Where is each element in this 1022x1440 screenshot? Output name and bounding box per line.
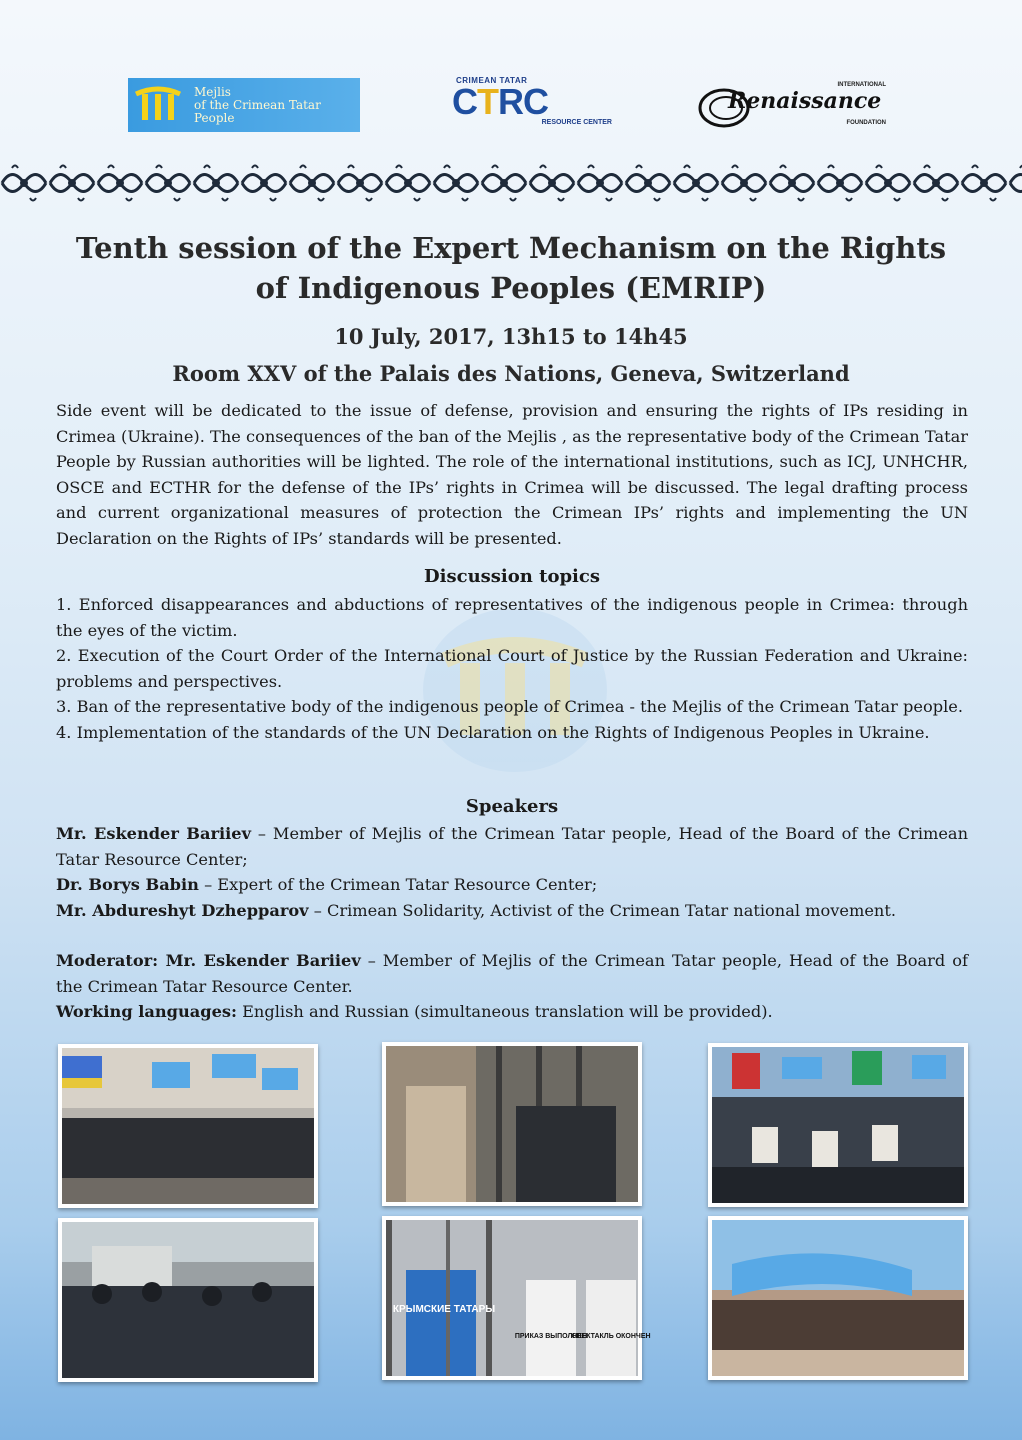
ctrc-logo-bottom: RESOURCE CENTER [541,119,612,126]
photo-flag-march [708,1216,968,1380]
event-intro: Side event will be dedicated to the issue of defense, provision and ensuring the rights of IPs residing in Crimea (Ukraine). The consequences of the ban of the Mejlis , as the representative body of the Crimean Tatar People by Russian authorities will be lighted. The role of the international institutions, such as ICJ, UNHCHR, OSCE and ECTHR for the defense of the IPs’ rights in Crimea will be discussed. The legal drafting process and current organizational measures of protection the Crimean IPs’ rights and implementing the UN Declaration on the Rights of IPs’ standards will be presented. [56,401,968,548]
sign-text: КРЫМСКИЕ ТАТАРЫ [392,1304,496,1315]
topics-heading: Discussion topics [424,566,600,587]
renaissance-logo-word: Renaissance [728,88,882,114]
ctrc-logo [452,76,616,134]
moderator-line [56,948,968,999]
renaissance-logo-top: INTERNATIONAL [837,82,886,88]
topic-item: 1. Enforced disappearances and abductions of representatives of the indigenous people in Crimea: through the eyes of the victim. [56,595,968,640]
speaker-item [56,821,968,872]
speaker-item [56,872,968,898]
moderator-role: – Member of Mejlis of the Crimean Tatar people, Head of the Board of the Crimean Tatar Resource Center. [56,951,968,996]
sign-text: ПРИКАЗ ВЫПОЛНЕН [514,1333,588,1340]
mejlis-logo [128,78,360,132]
sign-text: СПЕКТАКЛЬ ОКОНЧЕН [571,1333,651,1340]
languages-value: English and Russian (simultaneous translation will be provided). [236,1002,773,1021]
ctrc-logo-letters: CTRC [452,81,548,122]
ornament-divider [0,160,1022,206]
moderator-label: Moderator: Mr. Eskender Bariiev [56,951,361,970]
speaker-name: Mr. Eskender Bariiev [56,824,251,843]
languages-label: Working languages: [56,1002,237,1021]
speakers-heading: Speakers [465,796,559,817]
languages-line [56,999,968,1025]
event-date: 10 July, 2017, 13h15 to 14h45 [334,324,688,349]
topics-list [56,592,968,745]
photo-march-flags [58,1044,318,1208]
event-title: Tenth session of the Expert Mechanism on the Rights of Indigenous Peoples (EMRIP) [75,231,947,305]
speaker-role: – Crimean Solidarity, Activist of the Crimean Tatar national movement. [308,900,897,920]
renaissance-logo-bottom: FOUNDATION [846,120,886,126]
topic-item: 2. Execution of the Court Order of the International Court of Justice by the Russian Federation and Ukraine: problems and perspectives. [56,646,968,691]
photo-courtroom [382,1042,642,1206]
photo-police-line [58,1218,318,1382]
speaker-item [56,898,968,924]
topic-item: 3. Ban of the representative body of the indigenous people of Crimea - the Mejlis of the Crimean Tatar people. [56,697,963,716]
photo-defendants-cage [382,1216,651,1380]
topic-item: 4. Implementation of the standards of the UN Declaration on the Rights of Indigenous Peoples in Ukraine. [56,722,930,742]
speaker-name: Dr. Borys Babin [56,875,199,894]
event-room: Room XXV of the Palais des Nations, Geneva, Switzerland [172,361,850,386]
photo-rally-portraits [708,1043,968,1207]
renaissance-logo [696,82,892,132]
mejlis-logo-text: Mejlis of the Crimean Tatar People [194,84,321,125]
ctrc-logo-top: CRIMEAN TATAR [456,76,528,85]
speakers-list [56,821,968,1025]
tamga-icon [128,78,188,132]
speaker-name: Mr. Abdureshyt Dzhepparov [56,900,309,920]
speaker-role: – Member of Mejlis of the Crimean Tatar people, Head of the Board of the Crimean Tatar Resource Center; [56,824,969,869]
speaker-role: – Expert of the Crimean Tatar Resource Center; [198,875,598,894]
